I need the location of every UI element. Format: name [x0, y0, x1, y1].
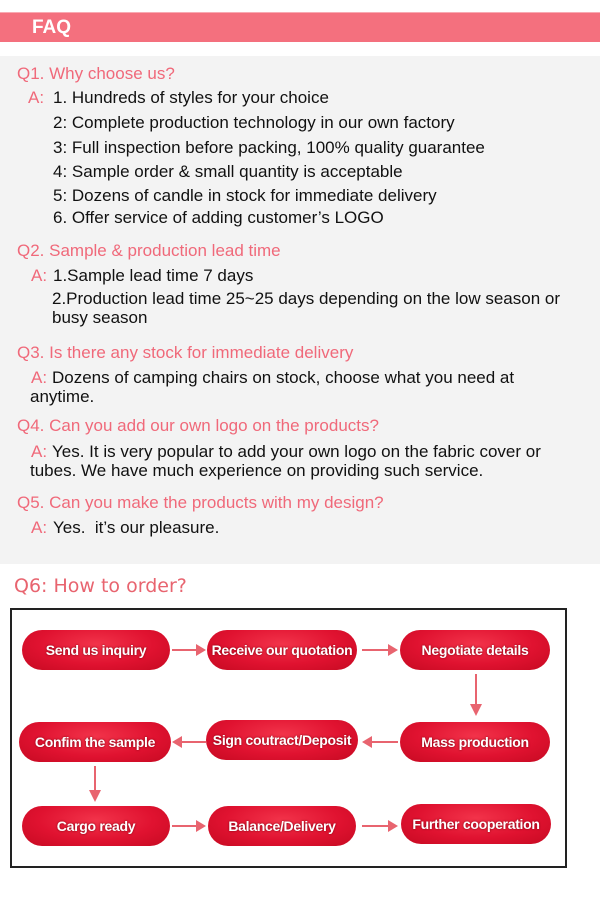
order-title: Q6: How to order? [14, 575, 187, 597]
step-negotiate-details: Negotiate details [400, 630, 550, 670]
faq-answer-1-line-1: 1. Hundreds of styles for your choice [53, 88, 329, 107]
faq-answer-1-line-4: 4: Sample order & small quantity is acceptable [53, 162, 403, 181]
step-cargo-ready: Cargo ready [22, 806, 170, 846]
faq-title: FAQ [32, 17, 72, 38]
arrow-down-icon [85, 764, 105, 804]
order-flow-diagram [10, 608, 567, 868]
faq-answer-marker-3: A: [31, 368, 48, 387]
faq-question-3: Q3. Is there any stock for immediate delivery [17, 343, 354, 362]
faq-answer-1-line-2: 2: Complete production technology in our own factory [53, 113, 455, 132]
arrow-right-icon [170, 640, 208, 660]
step-further-cooperation: Further cooperation [401, 804, 551, 844]
faq-answer-3-text: Dozens of camping chairs on stock, choose what you need at anytime. [30, 368, 515, 406]
faq-answer-marker-1: A: [28, 88, 45, 107]
faq-question-4: Q4. Can you add our own logo on the products? [17, 416, 379, 435]
faq-answer-2-line-1: 1.Sample lead time 7 days [53, 266, 254, 285]
step-balance-delivery: Balance/Delivery [208, 806, 356, 846]
faq-answer-4-text: Yes. It is very popular to add your own logo on the fabric cover or tubes. We have much experience on providing such service. [30, 442, 541, 480]
arrow-left-icon [170, 732, 208, 752]
faq-answer-1-line-5: 5: Dozens of candle in stock for immediate delivery [53, 186, 437, 205]
arrow-right-icon [360, 640, 400, 660]
faq-answer-marker-2: A: [31, 266, 48, 285]
faq-answer-2-line-2: 2.Production lead time 25~25 days depending on the low season or busy season [52, 289, 560, 327]
faq-answer-1-line-3: 3: Full inspection before packing, 100% quality guarantee [53, 138, 485, 157]
faq-question-5: Q5. Can you make the products with my design? [17, 493, 384, 512]
faq-answer-1-line-6: 6. Offer service of adding customer’s LOGO [53, 208, 384, 227]
step-confirm-sample: Confim the sample [19, 722, 171, 762]
faq-question-1: Q1. Why choose us? [17, 64, 175, 83]
step-mass-production: Mass production [400, 722, 550, 762]
step-send-inquiry: Send us inquiry [22, 630, 170, 670]
faq-answer-marker-5: A: [31, 518, 48, 537]
step-receive-quotation: Receive our quotation [207, 630, 357, 670]
faq-question-2: Q2. Sample & production lead time [17, 241, 281, 260]
arrow-right-icon [360, 816, 400, 836]
faq-answer-5-text: Yes. it’s our pleasure. [53, 518, 220, 537]
arrow-right-icon [170, 816, 208, 836]
arrow-down-icon [466, 672, 486, 718]
arrow-left-icon [360, 732, 400, 752]
step-sign-contract-deposit: Sign coutract/Deposit [206, 720, 358, 760]
faq-header-bar [0, 12, 600, 42]
faq-answer-marker-4: A: [31, 442, 48, 461]
